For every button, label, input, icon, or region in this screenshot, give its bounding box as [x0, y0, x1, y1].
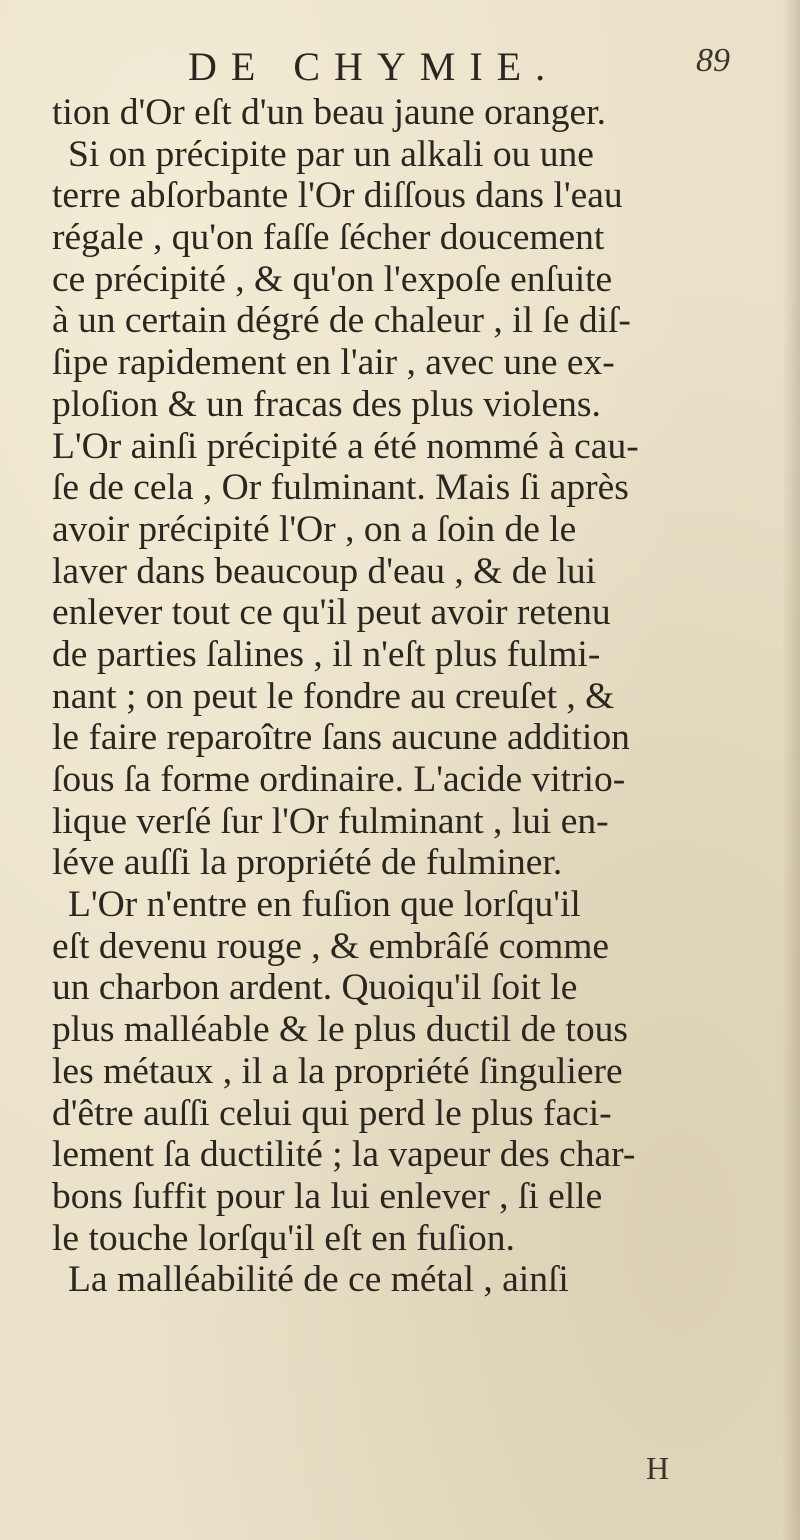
running-head	[188, 38, 770, 94]
text-line: lement ſa ductilité ; la vapeur des char-	[52, 1134, 636, 1176]
text-line: nant ; on peut le fondre au creuſet , &	[52, 675, 615, 717]
text-line: tion d'Or eſt d'un beau jaune oranger.	[52, 92, 606, 133]
text-line: lique verſé ſur l'Or fulminant , lui en-	[52, 800, 609, 842]
text-line: L'Or n'entre en fuſion que lorſqu'il	[68, 884, 581, 926]
text-line: le faire reparoître ſans aucune addition	[52, 717, 630, 759]
catchword: H	[646, 1450, 670, 1486]
text-line: les métaux , il a la propriété ſinguliere	[52, 1050, 623, 1092]
page-edge-shadow	[782, 0, 800, 1540]
text-line: terre abſorbante l'Or diſſous dans l'eau	[52, 175, 623, 217]
body-text	[52, 92, 782, 1301]
text-line: à un certain dégré de chaleur , il ſe diſ-	[52, 300, 631, 342]
running-title: DE CHYMIE.	[188, 43, 560, 89]
text-line: bons ſuffit pour la lui enlever , ſi elle	[52, 1175, 603, 1217]
text-line: de parties ſalines , il n'eſt plus fulmi-	[52, 633, 601, 675]
text-line: eſt devenu rouge , & embrâſé comme	[52, 925, 610, 967]
text-line: laver dans beaucoup d'eau , & de lui	[52, 550, 597, 592]
text-line: ſous ſa forme ordinaire. L'acide vitrio-	[52, 759, 626, 800]
text-line: L'Or ainſi précipité a été nommé à cau-	[52, 425, 639, 467]
text-line: ſe de cela , Or fulminant. Mais ſi après	[52, 467, 629, 509]
text-line: enlever tout ce qu'il peut avoir retenu	[52, 592, 611, 634]
text-line: ſipe rapidement en l'air , avec une ex-	[52, 342, 615, 384]
text-line: ce précipité , & qu'on l'expoſe enſuite	[52, 258, 613, 300]
page-number: 89	[696, 42, 730, 79]
text-line: La malléabilité de ce métal , ainſi	[68, 1259, 569, 1301]
text-line: le touche lorſqu'il eſt en fuſion.	[52, 1217, 515, 1259]
text-line: plus malléable & le plus ductil de tous	[52, 1009, 628, 1051]
text-line: Si on précipite par un alkali ou une	[68, 133, 594, 175]
text-line: un charbon ardent. Quoiqu'il ſoit le	[52, 967, 578, 1009]
text-line: léve auſſi la propriété de fulminer.	[52, 842, 563, 884]
text-line: avoir précipité l'Or , on a ſoin de le	[52, 508, 577, 550]
text-line: d'être auſſi celui qui perd le plus faci-	[52, 1092, 612, 1134]
text-line: ploſion & un fracas des plus violens.	[52, 383, 601, 425]
text-line: régale , qu'on faſſe ſécher doucement	[52, 217, 605, 259]
